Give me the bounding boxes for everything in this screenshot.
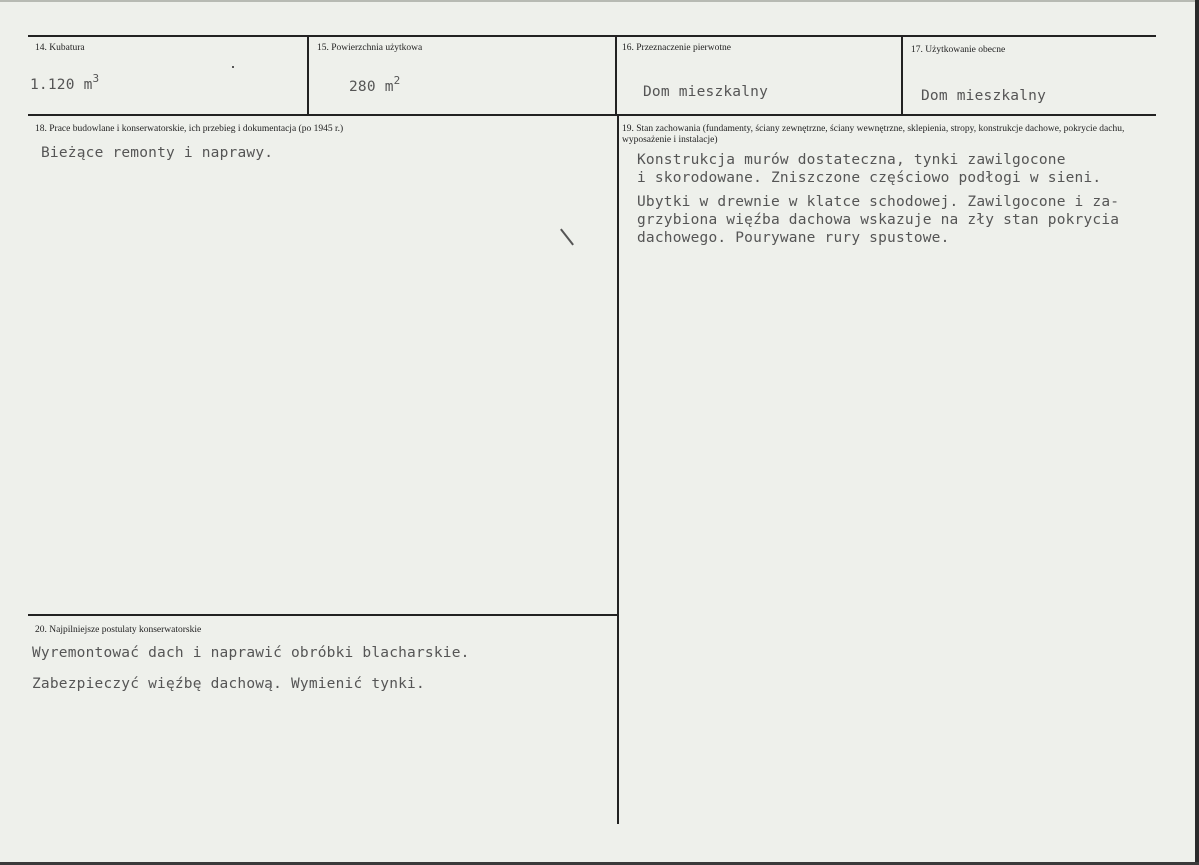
field-17-label: 17. Użytkowanie obecne [911,45,1006,55]
field-18-value: Bieżące remonty i naprawy. [41,145,274,161]
field-14-label: 14. Kubatura [35,43,85,53]
stray-pen-mark [560,229,574,246]
field-14-value [30,72,100,93]
field20-top-line [28,614,618,616]
col-divider-16-17 [901,35,903,115]
field-19-line: dachowego. Pourywane rury spustowe. [637,230,950,246]
field-19-line: grzybiona więźba dachowa wskazuje na zły stan pokrycia [637,212,1120,228]
field-16-value: Dom mieszkalny [643,84,769,100]
field-15-value-exponent: 2 [393,74,401,87]
field-20-line: Zabezpieczyć więźbę dachową. Wymienić tynki. [32,676,425,692]
card-top-edge [0,0,1199,2]
top-border-line [28,35,1156,37]
field-18-label: 18. Prace budowlane i konserwatorskie, ich przebieg i dokumentacja (po 1945 r.) [35,124,344,134]
field-14-value-exponent: 3 [92,72,100,85]
field-20-line: Wyremontować dach i naprawić obróbki blacharskie. [32,645,470,661]
field-19-line: i skorodowane. Zniszczone częściowo podłogi w sieni. [637,170,1102,186]
field-15-value [349,74,401,95]
field-17-value: Dom mieszkalny [921,88,1047,104]
field-19-line: Ubytki w drewnie w klatce schodowej. Zawilgocone i za- [637,194,1120,210]
field-19-label: 19. Stan zachowania (fundamenty, ściany zewnętrzne, ściany wewnętrzne, sklepienia, stropy, konstrukcje dachowe, pokrycie dachu, wyposażenie i instalacje) [622,124,1125,145]
paper-speck [232,66,234,68]
main-column-divider [617,114,619,824]
field-15-label: 15. Powierzchnia użytkowa [317,43,423,53]
col-divider-14-15 [307,35,309,115]
field-20-label: 20. Najpilniejsze postulaty konserwatorskie [35,625,202,635]
field-14-value-text: 1.120 m [30,77,93,93]
field-15-value-text: 280 m [349,79,394,95]
col-divider-15-16 [615,35,617,115]
row1-divider-line [28,114,1156,116]
field-19-line: Konstrukcja murów dostateczna, tynki zawilgocone [637,152,1066,168]
card-right-edge [1195,0,1199,865]
field-16-label: 16. Przeznaczenie pierwotne [622,43,731,53]
